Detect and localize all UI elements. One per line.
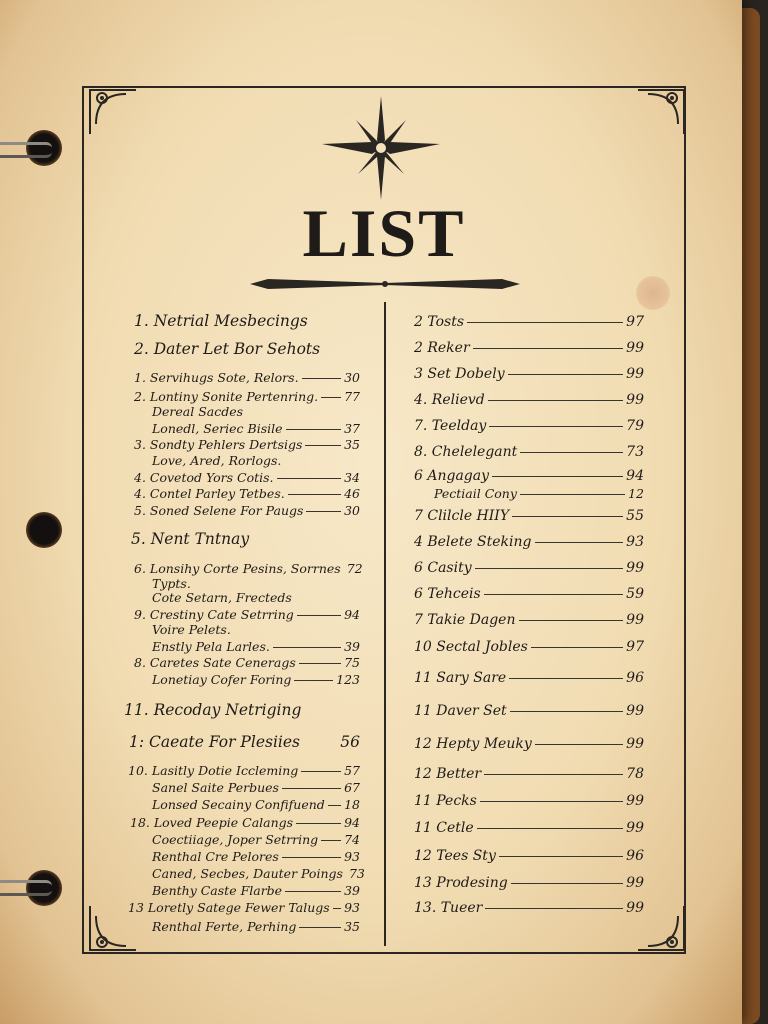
binder-ring [0, 880, 52, 896]
toc-entry [134, 655, 360, 670]
toc-entry [134, 437, 360, 452]
toc-entry [134, 312, 308, 330]
entry-label: 8. Caretes Sate Cenerags [134, 655, 296, 670]
toc-entry [414, 736, 644, 752]
entry-label: 4. Covetod Yors Cotis. [134, 470, 274, 485]
dot-leader [296, 823, 341, 824]
entry-label: 1: Caeate For Plesiies [129, 733, 300, 751]
page-number: 93 [344, 849, 360, 864]
dot-leader [285, 891, 341, 892]
dot-leader [321, 840, 341, 841]
dot-leader [467, 322, 623, 323]
entry-label: 6 Angagay [414, 468, 490, 484]
page-title: LIST [302, 195, 466, 271]
page-number: 99 [626, 612, 644, 628]
page-number: 30 [344, 503, 360, 518]
binder-hole [26, 512, 62, 548]
dot-leader [492, 476, 623, 477]
dot-leader [306, 511, 341, 512]
dot-leader [531, 647, 623, 648]
entry-label: 9. Crestiny Cate Setrring [134, 607, 294, 622]
dot-leader [499, 856, 623, 857]
entry-label: 2 Reker [414, 340, 470, 356]
dot-leader [535, 744, 623, 745]
toc-entry [414, 793, 644, 809]
page-number: 123 [336, 672, 360, 687]
page-number: 99 [626, 793, 644, 809]
entry-label: Pectiail Cony [434, 486, 517, 501]
page-number: 94 [344, 607, 360, 622]
dot-leader [475, 568, 624, 569]
page-number: 34 [344, 470, 360, 485]
toc-entry [130, 815, 360, 830]
page-number: 99 [626, 875, 644, 891]
toc-entry [414, 900, 644, 916]
dot-leader [484, 594, 623, 595]
entry-label: Renthal Ferte, Perhing [152, 919, 297, 934]
entry-label: 5. Nent Tntnay [131, 530, 250, 548]
dot-leader [321, 397, 341, 398]
page-number: 55 [626, 508, 644, 524]
entry-label: 2. Lontiny Sonite Pertenring. [134, 389, 319, 404]
dot-leader [508, 374, 624, 375]
dot-leader [288, 494, 341, 495]
entry-label: 7 Takie Dagen [414, 612, 516, 628]
page-number: 94 [344, 815, 360, 830]
dot-leader [299, 663, 341, 664]
page-number: 79 [626, 418, 644, 434]
entry-label: 7 Clilcle HIIY [414, 508, 510, 524]
toc-entry [414, 670, 644, 686]
toc-entry [134, 607, 360, 622]
entry-label: 11 Daver Set [414, 703, 507, 719]
toc-entry [414, 534, 644, 550]
page-number: 57 [344, 763, 360, 778]
dot-leader [297, 615, 341, 616]
toc-entry [414, 468, 644, 484]
toc-entry [152, 404, 243, 419]
dot-leader [488, 400, 623, 401]
entry-label: Lonetiay Cofer Foring [152, 672, 292, 687]
entry-label: 10 Sectal Jobles [414, 639, 528, 655]
toc-entry [414, 612, 644, 628]
entry-label: Sanel Saite Perbues [152, 780, 279, 795]
corner-ornament-icon [632, 84, 688, 140]
dot-leader [328, 805, 341, 806]
page-number: 46 [344, 486, 360, 501]
toc-entry [134, 370, 360, 385]
toc-entry [414, 560, 644, 576]
entry-label: Lonedl, Seriec Bisile [152, 421, 283, 436]
dot-leader [277, 478, 342, 479]
toc-entry [414, 848, 644, 864]
compass-star-icon [318, 96, 444, 200]
dot-leader [511, 883, 623, 884]
entry-label: Dereal Sacdes [152, 404, 244, 419]
dot-leader [273, 647, 341, 648]
toc-entry [152, 832, 360, 847]
toc-entry [152, 883, 360, 898]
toc-entry [152, 797, 360, 812]
entry-label: 8. Chelelegant [414, 444, 518, 460]
toc-entry [152, 453, 281, 468]
page-number: 30 [344, 370, 360, 385]
dot-leader [489, 426, 623, 427]
entry-label: 6 Tehceis [414, 586, 481, 602]
page-number: 12 [628, 486, 644, 501]
dot-leader [520, 452, 623, 453]
dot-leader [333, 908, 341, 909]
toc-entry [131, 530, 249, 548]
page-number: 39 [344, 639, 360, 654]
entry-label: Coectiiage, Joper Setrring [152, 832, 319, 847]
page-number: 99 [626, 560, 644, 576]
page-number: 96 [626, 670, 644, 686]
entry-label: 13 Loretly Satege Fewer Talugs [128, 900, 330, 915]
entry-label: 13. Tueer [414, 900, 483, 916]
toc-entry [414, 366, 644, 382]
entry-label: Typts. [152, 576, 191, 591]
entry-label: Enstly Pela Larles. [152, 639, 270, 654]
corner-ornament-icon [86, 84, 142, 140]
dot-leader [484, 774, 623, 775]
entry-label: 6 Casity [414, 560, 472, 576]
toc-entry [152, 622, 231, 637]
page-number: 39 [344, 883, 360, 898]
dot-leader [510, 711, 623, 712]
page-number: 18 [344, 797, 360, 812]
dot-leader [294, 680, 333, 681]
page-number: 94 [626, 468, 644, 484]
entry-label: Lonsed Secainy Confifuend [152, 797, 325, 812]
toc-entry [152, 780, 360, 795]
page-number: 75 [344, 655, 360, 670]
column-divider [384, 302, 386, 946]
toc-entry [414, 586, 644, 602]
entry-label: 7. Teelday [414, 418, 487, 434]
dot-leader [519, 620, 624, 621]
entry-label: 5. Soned Selene For Paugs [134, 503, 304, 518]
dot-leader [299, 927, 341, 928]
page-number: 59 [626, 586, 644, 602]
dot-leader [473, 348, 624, 349]
entry-label: 11 Sary Sare [414, 670, 507, 686]
entry-label: 13 Prodesing [414, 875, 508, 891]
toc-entry [414, 418, 644, 434]
page-number: 78 [626, 766, 644, 782]
entry-label: 3. Sondty Pehlers Dertsigs [134, 437, 303, 452]
toc-entry [414, 703, 644, 719]
toc-entry [128, 763, 360, 778]
page-number: 93 [344, 900, 360, 915]
entry-label: 10. Lasitly Dotie Iccleming [128, 763, 299, 778]
page-number: 73 [626, 444, 644, 460]
toc-entry [134, 503, 360, 518]
toc-entry [152, 576, 191, 591]
dot-leader [480, 801, 623, 802]
entry-label: 4 Belete Steking [414, 534, 532, 550]
toc-entry [152, 590, 292, 605]
title-flourish-icon [250, 276, 520, 292]
dot-leader [477, 828, 624, 829]
entry-label: 11 Pecks [414, 793, 477, 809]
page-number: 97 [626, 314, 644, 330]
entry-label: 12 Tees Sty [414, 848, 496, 864]
dot-leader [282, 857, 341, 858]
toc-entry [152, 919, 360, 934]
page-number: 37 [344, 421, 360, 436]
page-number: 93 [626, 534, 644, 550]
dot-leader [286, 429, 342, 430]
page-number: 99 [626, 820, 644, 836]
dot-leader [485, 908, 623, 909]
dot-leader [305, 445, 341, 446]
toc-entry [152, 866, 365, 881]
page-number: 72 [346, 561, 363, 576]
entry-label: Cote Setarn, Frecteds [152, 590, 292, 605]
page-number: 35 [344, 437, 360, 452]
page-number: 99 [626, 392, 644, 408]
page-number: 67 [344, 780, 360, 795]
entry-label: Renthal Cre Pelores [152, 849, 279, 864]
toc-entry [129, 733, 360, 751]
dot-leader [282, 788, 341, 789]
entry-label: 2 Tosts [414, 314, 465, 330]
page-number: 73 [348, 866, 365, 881]
entry-label: 12 Hepty Meuky [414, 736, 532, 752]
toc-entry [152, 672, 360, 687]
entry-label: 6. Lonsihy Corte Pesins, Sorrnes [134, 561, 341, 576]
entry-label: 11 Cetle [414, 820, 474, 836]
dot-leader [520, 494, 625, 495]
page-number: 77 [344, 389, 360, 404]
toc-entry [128, 900, 360, 915]
dot-leader [509, 678, 623, 679]
toc-entry [434, 486, 644, 501]
toc-entry [414, 314, 644, 330]
toc-entry [414, 639, 644, 655]
toc-entry [134, 470, 360, 485]
toc-entry [414, 392, 644, 408]
toc-entry [414, 444, 644, 460]
toc-entry [414, 875, 644, 891]
dot-leader [535, 542, 624, 543]
entry-label: 4. Relievd [414, 392, 485, 408]
toc-entry [414, 340, 644, 356]
page-number: 96 [626, 848, 644, 864]
dot-leader [302, 378, 342, 379]
entry-label: Caned, Secbes, Dauter Poings [152, 866, 343, 881]
page-number: 99 [626, 703, 644, 719]
page-number: 56 [340, 733, 360, 751]
page-number: 99 [626, 340, 644, 356]
page-number: 74 [344, 832, 360, 847]
entry-label: Voire Pelets. [152, 622, 231, 637]
page-number: 99 [626, 366, 644, 382]
toc-entry [124, 701, 301, 719]
entry-label: 4. Contel Parley Tetbes. [134, 486, 285, 501]
binder-ring [0, 142, 52, 158]
toc-entry [134, 389, 360, 404]
dot-leader [301, 771, 341, 772]
toc-entry [414, 766, 644, 782]
dot-leader [512, 516, 623, 517]
toc-entry [134, 340, 320, 358]
entry-label: 1. Servihugs Sote, Relors. [134, 370, 299, 385]
page-number: 97 [626, 639, 644, 655]
toc-entry [152, 639, 360, 654]
entry-label: 3 Set Dobely [414, 366, 505, 382]
toc-entry [134, 486, 360, 501]
page-number: 35 [344, 919, 360, 934]
entry-label: 18. Loved Peepie Calangs [130, 815, 294, 830]
entry-label: 1. Netrial Mesbecings [134, 312, 308, 330]
toc-entry [152, 421, 360, 436]
page-number: 99 [626, 736, 644, 752]
entry-label: 2. Dater Let Bor Sehots [134, 340, 321, 358]
toc-entry [414, 508, 644, 524]
entry-label: Love, Ared, Rorlogs. [152, 453, 282, 468]
toc-entry [134, 561, 363, 576]
entry-label: 11. Recoday Netriging [124, 701, 302, 719]
toc-entry [414, 820, 644, 836]
entry-label: 12 Better [414, 766, 482, 782]
entry-label: Benthy Caste Flarbe [152, 883, 283, 898]
toc-entry [152, 849, 360, 864]
page-number: 99 [626, 900, 644, 916]
